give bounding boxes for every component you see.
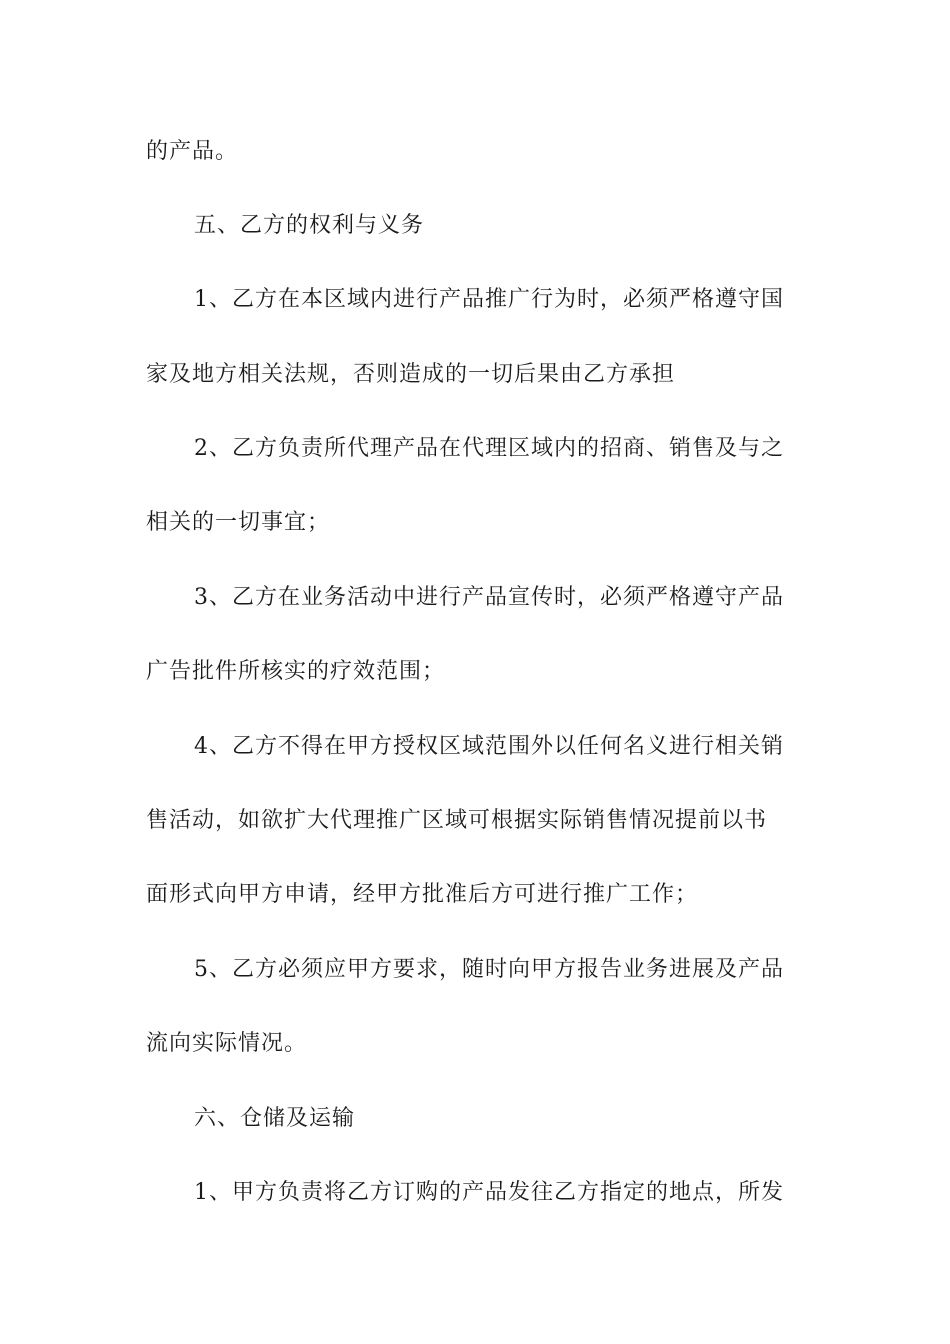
text-line: 流向实际情况。: [146, 1031, 308, 1056]
text-line: 面形式向甲方申请，经甲方批准后方可进行推广工作；: [146, 882, 699, 907]
text-line: 3、乙方在业务活动中进行产品宣传时，必须严格遵守产品: [194, 585, 784, 610]
text-line: 4、乙方不得在甲方授权区域范围外以任何名义进行相关销: [194, 734, 784, 759]
section-heading: 五、乙方的权利与义务: [194, 213, 425, 238]
text-line: 售活动，如欲扩大代理推广区域可根据实际销售情况提前以书: [146, 808, 768, 833]
text-line: 的产品。: [146, 139, 239, 164]
section-heading: 六、仓储及运输: [194, 1106, 356, 1131]
text-line: 相关的一切事宜；: [146, 510, 331, 535]
text-line: 1、甲方负责将乙方订购的产品发往乙方指定的地点，所发: [194, 1180, 784, 1205]
text-line: 1、乙方在本区域内进行产品推广行为时，必须严格遵守国: [194, 287, 784, 312]
text-line: 2、乙方负责所代理产品在代理区域内的招商、销售及与之: [194, 436, 784, 461]
text-line: 家及地方相关法规，否则造成的一切后果由乙方承担: [146, 362, 676, 387]
text-line: 5、乙方必须应甲方要求，随时向甲方报告业务进展及产品: [194, 957, 784, 982]
text-line: 广告批件所核实的疗效范围；: [146, 659, 446, 684]
